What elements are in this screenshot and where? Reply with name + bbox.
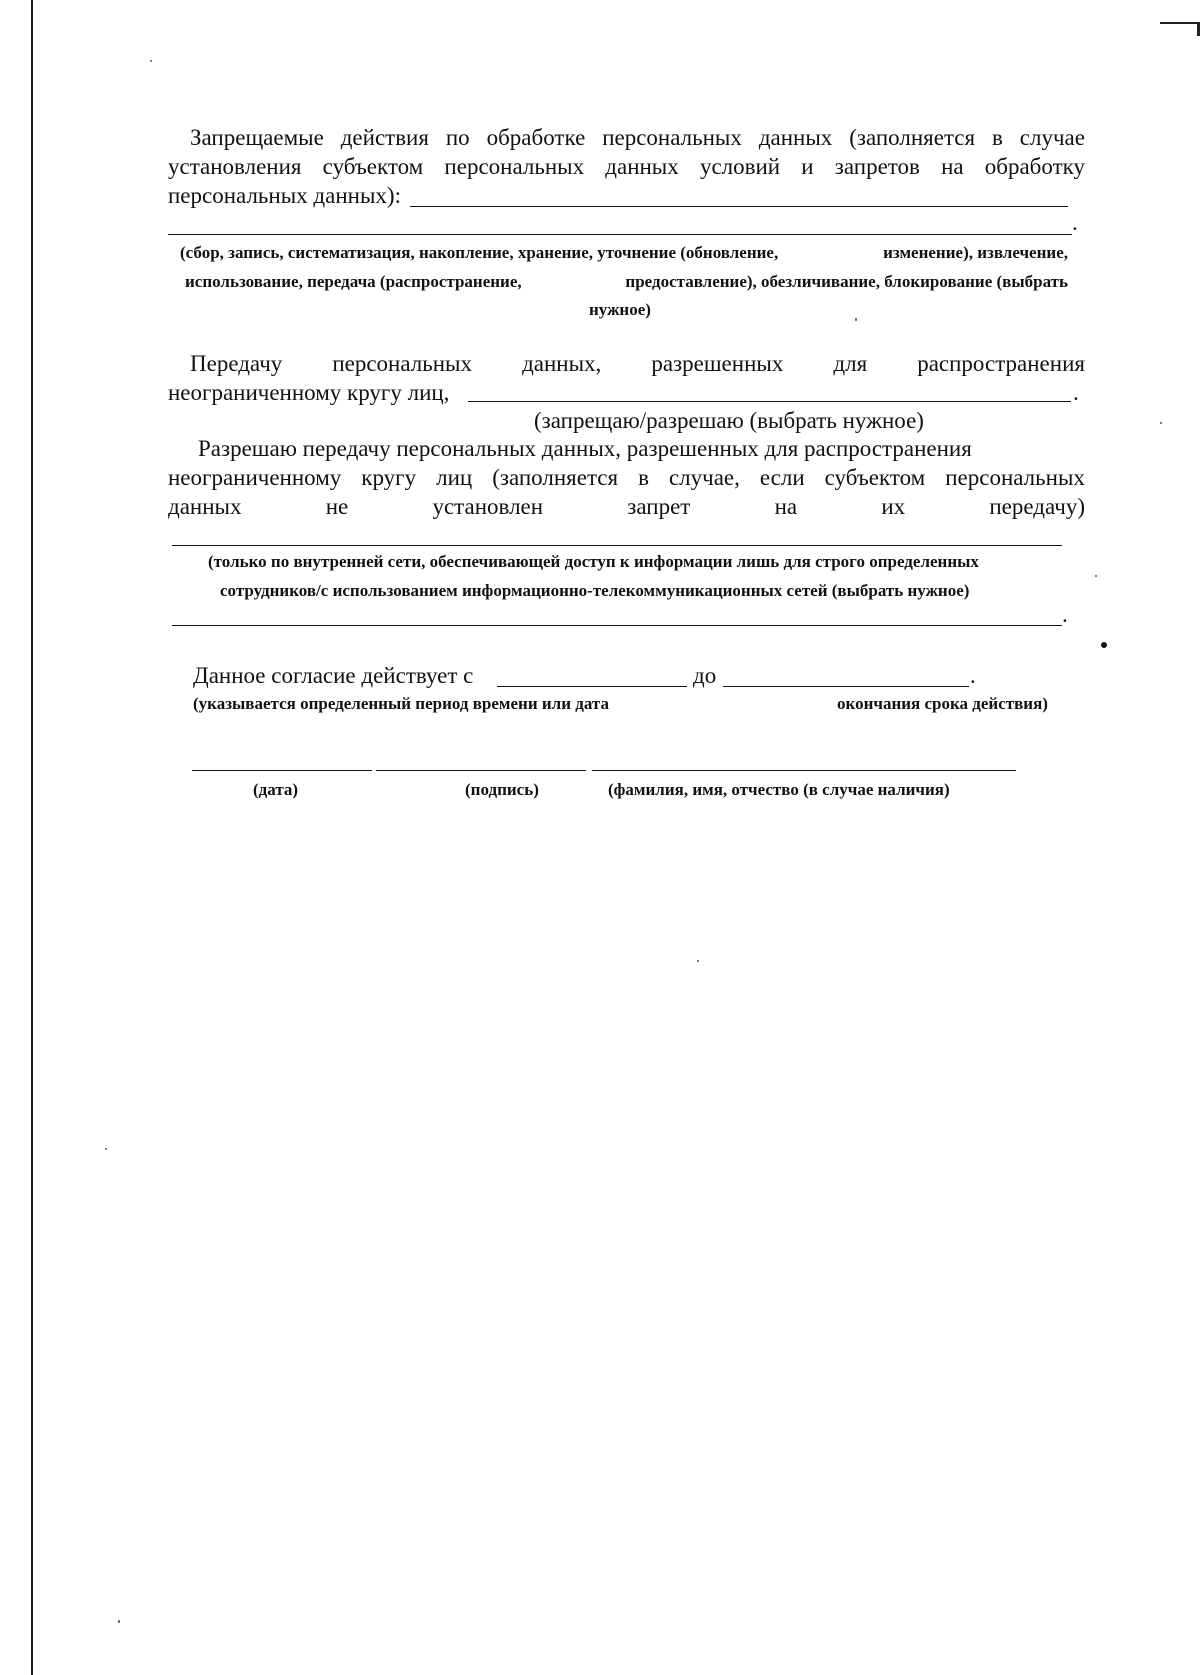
permitted-transfer-line-2-word: случае, [668,465,740,490]
validity-end-blank[interactable] [723,686,969,687]
validity-end-mark: . [970,663,976,688]
scan-speck [855,318,857,321]
permitted-transfer-line-3-word: данных [168,494,242,519]
permitted-transfer-line-3 [168,494,1085,520]
permitted-transfer-line-2-word: кругу [361,465,417,490]
prohibited-actions-line-1-word: персональных [602,125,742,150]
prohibited-actions-line-1-word: данных [758,125,833,150]
scan-corner-mark [1160,22,1200,36]
permitted-transfer-line-3-word: установлен [432,494,544,519]
prohibited-actions-line-2-word: условий [699,154,781,179]
transfer-line-1-word: данных, [522,351,602,376]
date-blank[interactable] [192,770,372,771]
prohibited-actions-blank-1[interactable] [410,206,1068,207]
transfer-line-1-word: персональных [332,351,473,376]
processing-actions-note-line-1-word: (сбор, запись, систематизация, накопление, хранение, уточнение (обновление, [180,243,779,262]
prohibited-actions-line-1-word: действия [340,125,429,150]
prohibited-actions-blank-2[interactable] [168,234,1072,235]
transfer-line-2: неограниченному кругу лиц, [168,380,450,405]
permitted-transfer-line-2 [168,465,1085,491]
permitted-transfer-line-3-word: запрет [627,494,691,519]
scan-speck [1095,575,1097,577]
permitted-transfer-line-2-word: субъектом [824,465,926,490]
network-note-line-1: (только по внутренней сети, обеспечивающей доступ к информации лишь для строго определенных [208,552,979,571]
validity-note-left: (указывается определенный период времени или дата [193,694,609,713]
permitted-transfer-line-2-word: лиц [436,465,473,490]
scan-speck [1160,422,1162,424]
validity-note-right: окончания срока действия) [837,694,1048,713]
prohibited-actions-line-1-word: по [445,125,470,150]
permitted-transfer-line-2-word: если [759,465,805,490]
prohibited-actions-line-2-word: установления [168,154,302,179]
date-label: (дата) [253,780,299,799]
processing-actions-note-line-3: нужное) [589,300,651,319]
prohibited-actions-line-2-word: на [941,154,964,179]
processing-actions-note-line-1-word: изменение), извлечение, [883,243,1068,262]
permitted-transfer-line-2-word: персональных [945,465,1085,490]
processing-actions-note-line-2-word: предоставление), обезличивание, блокирование (выбрать [625,272,1068,291]
processing-actions-note-line-1 [180,243,1068,263]
prohibited-actions-line-2 [168,154,1085,180]
validity-start-blank[interactable] [497,686,687,687]
validity-label: Данное согласие действует с [193,663,474,688]
transfer-line-1-word: Передачу [190,351,283,376]
prohibited-actions-line-1-word: (заполняется [849,125,976,150]
prohibited-actions-line-1-word: случае [1019,125,1085,150]
scan-speck [118,1620,120,1623]
scan-speck [150,60,152,62]
permitted-transfer-line-2-word: в [638,465,649,490]
prohibited-actions-end-mark: . [1072,210,1078,235]
scan-left-edge [31,0,33,1675]
processing-actions-note-line-2-word: использование, передача (распространение, [185,272,522,291]
prohibited-actions-line-1 [190,125,1085,151]
transfer-line-1-word: разрешенных [651,351,784,376]
processing-actions-note-line-2 [185,272,1068,292]
prohibited-actions-line-1-word: в [992,125,1003,150]
permitted-transfer-end-mark: . [1062,602,1068,627]
prohibited-actions-line-1-word: обработке [486,125,586,150]
signature-label: (подпись) [465,780,539,799]
transfer-decision-blank[interactable] [468,401,1071,402]
prohibited-actions-line-2-word: персональных [444,154,585,179]
transfer-line-1 [190,351,1085,377]
transfer-end-mark: . [1073,380,1079,405]
scan-speck [697,960,699,962]
prohibited-actions-line-3: персональных данных): [168,183,401,208]
permitted-transfer-line-1: Разрешаю передачу персональных данных, разрешенных для распространения [198,436,972,461]
transfer-line-1-word: для [833,351,868,376]
validity-to-label: до [693,663,717,688]
scan-speck [1101,642,1107,648]
signature-blank[interactable] [376,770,586,771]
prohibited-actions-line-2-word: и [801,154,814,179]
prohibited-actions-line-2-word: субъектом [322,154,424,179]
permitted-transfer-line-3-word: не [325,494,349,519]
network-note-line-2: сотрудников/с использованием информационно-телекоммуникационных сетей (выбрать нужное) [220,581,970,600]
permitted-transfer-blank-2[interactable] [172,625,1062,626]
permitted-transfer-line-2-word: неограниченному [168,465,342,490]
permitted-transfer-line-3-word: их [881,494,906,519]
full-name-label: (фамилия, имя, отчество (в случае наличия) [608,780,950,799]
permitted-transfer-line-2-word: (заполняется [492,465,619,490]
prohibited-actions-line-2-word: обработку [984,154,1085,179]
permitted-transfer-line-3-word: на [774,494,798,519]
full-name-blank[interactable] [592,770,1016,771]
permitted-transfer-blank-1[interactable] [172,545,1062,546]
permitted-transfer-line-3-word: передачу) [989,494,1085,519]
prohibited-actions-line-2-word: запретов [834,154,920,179]
prohibited-actions-line-2-word: данных [605,154,679,179]
transfer-choice-hint: (запрещаю/разрешаю (выбрать нужное) [534,408,924,433]
prohibited-actions-line-1-word: Запрещаемые [190,125,324,150]
transfer-line-1-word: распространения [917,351,1085,376]
scan-speck [105,1148,107,1150]
